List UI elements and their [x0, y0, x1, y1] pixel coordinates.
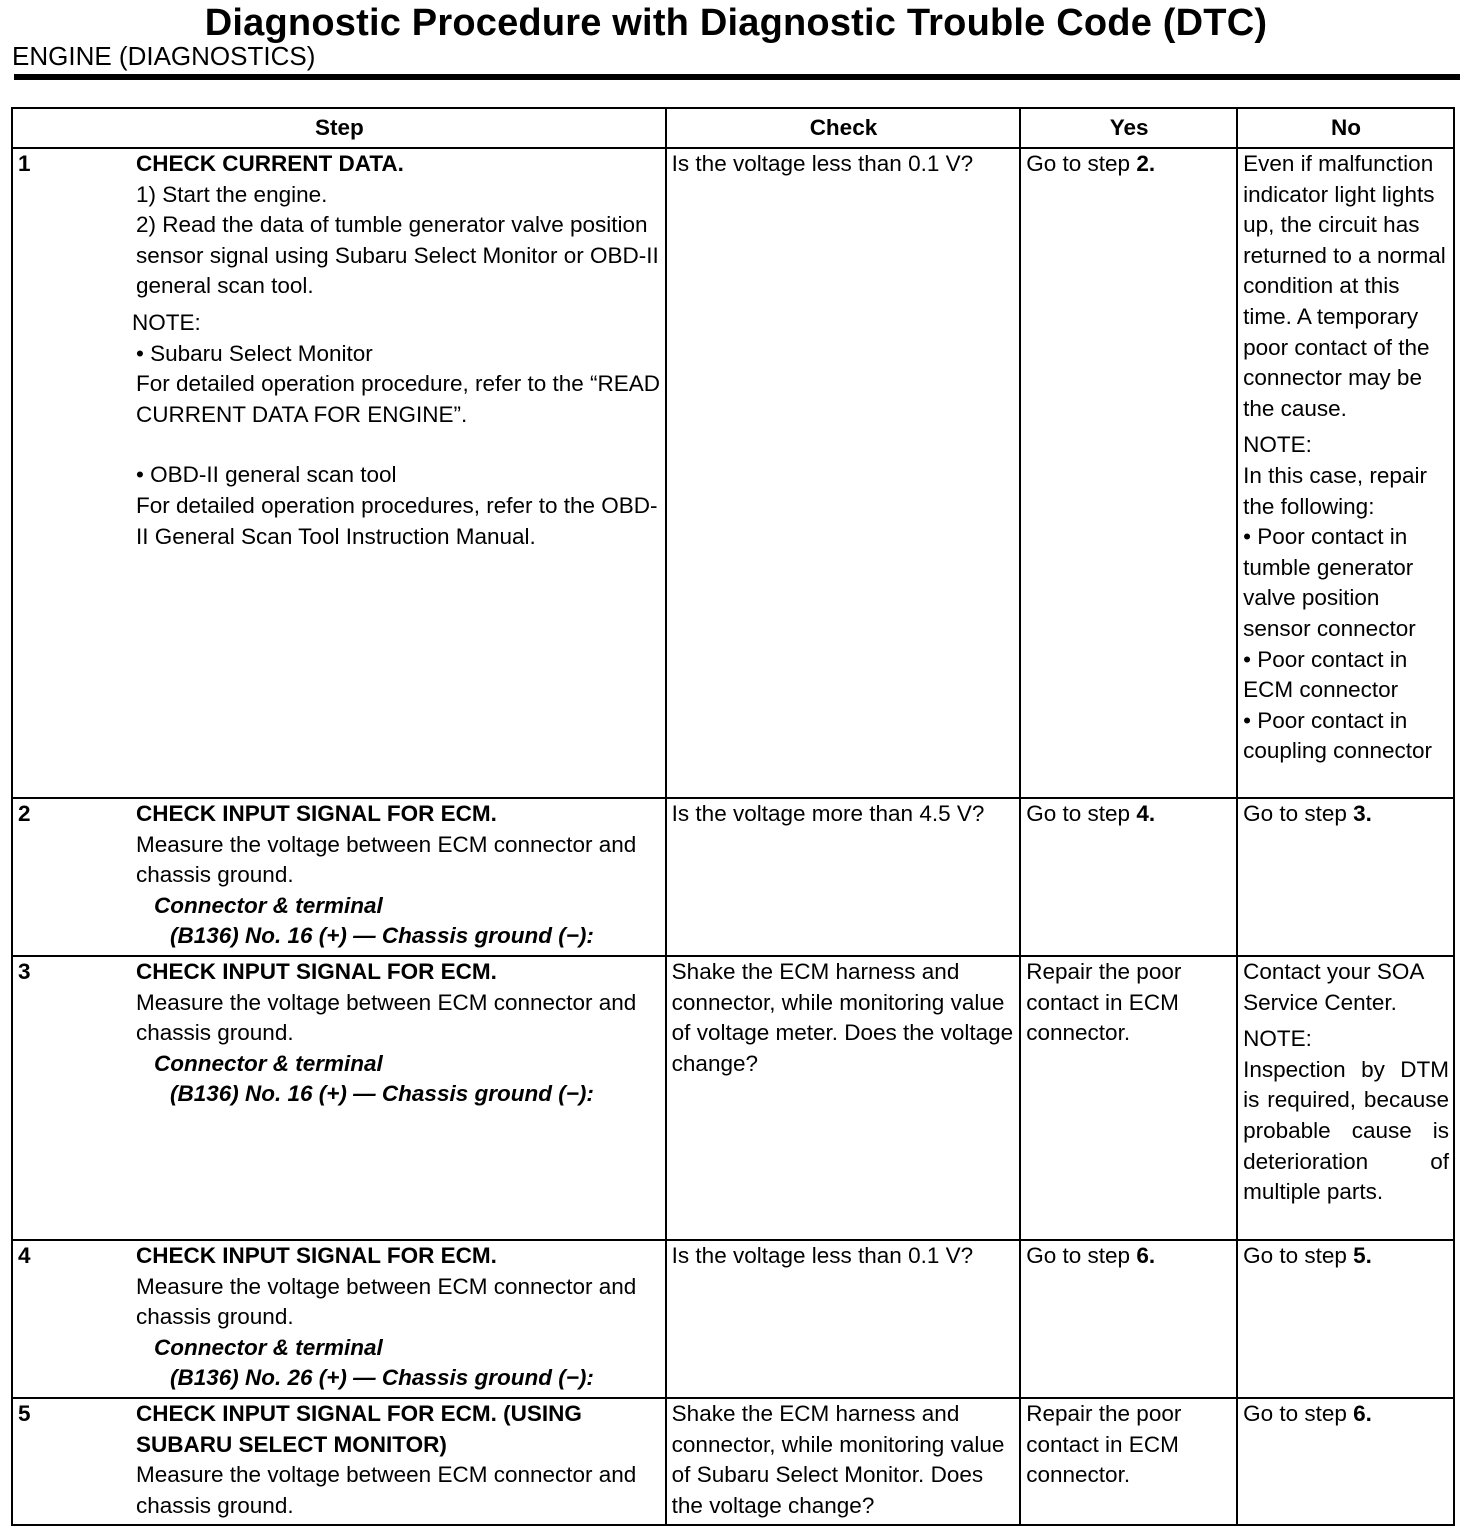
- check-cell: Shake the ECM harness and connector, while monitoring value of voltage meter. Does the voltage change?: [666, 956, 1021, 1240]
- check-cell: Is the voltage less than 0.1 V?: [666, 1240, 1021, 1398]
- no-text: Contact your SOA Service Center.: [1243, 959, 1424, 1015]
- note-text: Inspection by DTM is required, because probable cause is deterioration of multiple parts.: [1243, 1056, 1449, 1205]
- step-number: 5: [18, 1401, 31, 1426]
- step-cell: [12, 798, 666, 956]
- table-header-row: [12, 108, 1454, 148]
- header-divider: [14, 74, 1460, 80]
- step-ref: 2.: [1136, 151, 1156, 176]
- step-number: 2: [18, 801, 31, 826]
- step-instruction: Measure the voltage between ECM connector and chassis ground.: [136, 1273, 637, 1330]
- connector-terminal: (B136) No. 16 (+) — Chassis ground (−):: [170, 1081, 594, 1107]
- step-ref: 4.: [1136, 801, 1156, 826]
- yes-cell: Go to step 6.: [1020, 1240, 1237, 1398]
- step-ref: 5.: [1353, 1243, 1372, 1268]
- diagnostic-table: [11, 107, 1455, 1526]
- step-title: CHECK INPUT SIGNAL FOR ECM.: [136, 1243, 497, 1268]
- step-instruction: Measure the voltage between ECM connector and chassis ground.: [136, 989, 637, 1046]
- note-bullet: • Subaru Select Monitor: [136, 340, 373, 366]
- note-label: NOTE:: [132, 309, 201, 335]
- step-instruction: Measure the voltage between ECM connector and chassis ground.: [136, 1462, 637, 1518]
- connector-terminal: (B136) No. 26 (+) — Chassis ground (−):: [170, 1365, 594, 1391]
- yes-cell: Repair the poor contact in ECM connector.: [1020, 956, 1237, 1240]
- note-bullet: • OBD-II general scan tool: [136, 462, 397, 488]
- no-cell: Go to step 3.: [1237, 798, 1454, 956]
- column-header-no: No: [1237, 108, 1454, 148]
- note-bullet: • Poor contact in ECM connector: [1243, 646, 1408, 703]
- note-bullet: • Poor contact in coupling connector: [1243, 707, 1432, 764]
- yes-cell: Repair the poor contact in ECM connector.: [1020, 1398, 1237, 1525]
- connector-terminal: (B136) No. 16 (+) — Chassis ground (−):: [170, 923, 594, 949]
- note-text: For detailed operation procedure, refer to the “READ CURRENT DATA FOR ENGINE”.: [136, 371, 661, 427]
- page-title: Diagnostic Procedure with Diagnostic Trouble Code (DTC): [204, 2, 1268, 44]
- step-number: 4: [18, 1243, 31, 1268]
- table-row: [12, 798, 1454, 956]
- step-ref: 6.: [1353, 1401, 1372, 1426]
- table-row: [12, 148, 1454, 798]
- step-cell: [12, 148, 666, 798]
- no-cell: Go to step 5.: [1237, 1240, 1454, 1398]
- step-ref: 6.: [1136, 1243, 1156, 1268]
- step-title: CHECK INPUT SIGNAL FOR ECM.: [136, 959, 497, 984]
- step-cell: [12, 1240, 666, 1398]
- step-title: CHECK INPUT SIGNAL FOR ECM.: [136, 801, 497, 826]
- note-bullet: • Poor contact in tumble generator valve position sensor connector: [1243, 524, 1416, 641]
- table-row: [12, 1398, 1454, 1525]
- connector-label: Connector & terminal: [154, 1050, 383, 1076]
- step-instruction: 2) Read the data of tumble generator valve position sensor signal using Subaru Select Monitor or OBD-II general scan tool.: [136, 212, 659, 299]
- table-row: [12, 956, 1454, 1240]
- step-instruction: Measure the voltage between ECM connector and chassis ground.: [136, 831, 637, 888]
- yes-cell: Go to step 4.: [1020, 798, 1237, 956]
- no-text: Even if malfunction indicator light lights up, the circuit has returned to a normal condition at this time. A temporary poor contact of the connector may be the cause.: [1243, 151, 1446, 421]
- step-title: CHECK CURRENT DATA.: [136, 151, 404, 176]
- note-text: For detailed operation procedures, refer to the OBD-II General Scan Tool Instruction Manual.: [136, 492, 658, 549]
- step-instruction: 1) Start the engine.: [136, 181, 328, 207]
- step-number: 3: [18, 959, 31, 984]
- connector-label: Connector & terminal: [154, 892, 383, 918]
- column-header-check: Check: [666, 108, 1021, 148]
- step-ref: 3.: [1353, 801, 1372, 826]
- step-cell: [12, 1398, 666, 1525]
- step-title: CHECK INPUT SIGNAL FOR ECM. (USING SUBARU SELECT MONITOR): [136, 1401, 582, 1457]
- note-text: In this case, repair the following:: [1243, 462, 1427, 519]
- check-cell: Is the voltage more than 4.5 V?: [666, 798, 1021, 956]
- check-cell: Is the voltage less than 0.1 V?: [666, 148, 1021, 798]
- table-row: [12, 1240, 1454, 1398]
- yes-cell: Go to step 2.: [1020, 148, 1237, 798]
- column-header-yes: Yes: [1020, 108, 1237, 148]
- note-label: NOTE:: [1243, 1026, 1312, 1052]
- note-label: NOTE:: [1243, 432, 1312, 458]
- step-cell: [12, 956, 666, 1240]
- no-cell: [1237, 148, 1454, 798]
- section-title: ENGINE (DIAGNOSTICS): [12, 41, 316, 71]
- connector-label: Connector & terminal: [154, 1334, 383, 1360]
- check-cell: Shake the ECM harness and connector, while monitoring value of Subaru Select Monitor. Does the voltage change?: [666, 1398, 1021, 1525]
- no-cell: [1237, 956, 1454, 1240]
- no-cell: Go to step 6.: [1237, 1398, 1454, 1525]
- column-header-step: Step: [12, 108, 666, 148]
- step-number: 1: [18, 151, 31, 176]
